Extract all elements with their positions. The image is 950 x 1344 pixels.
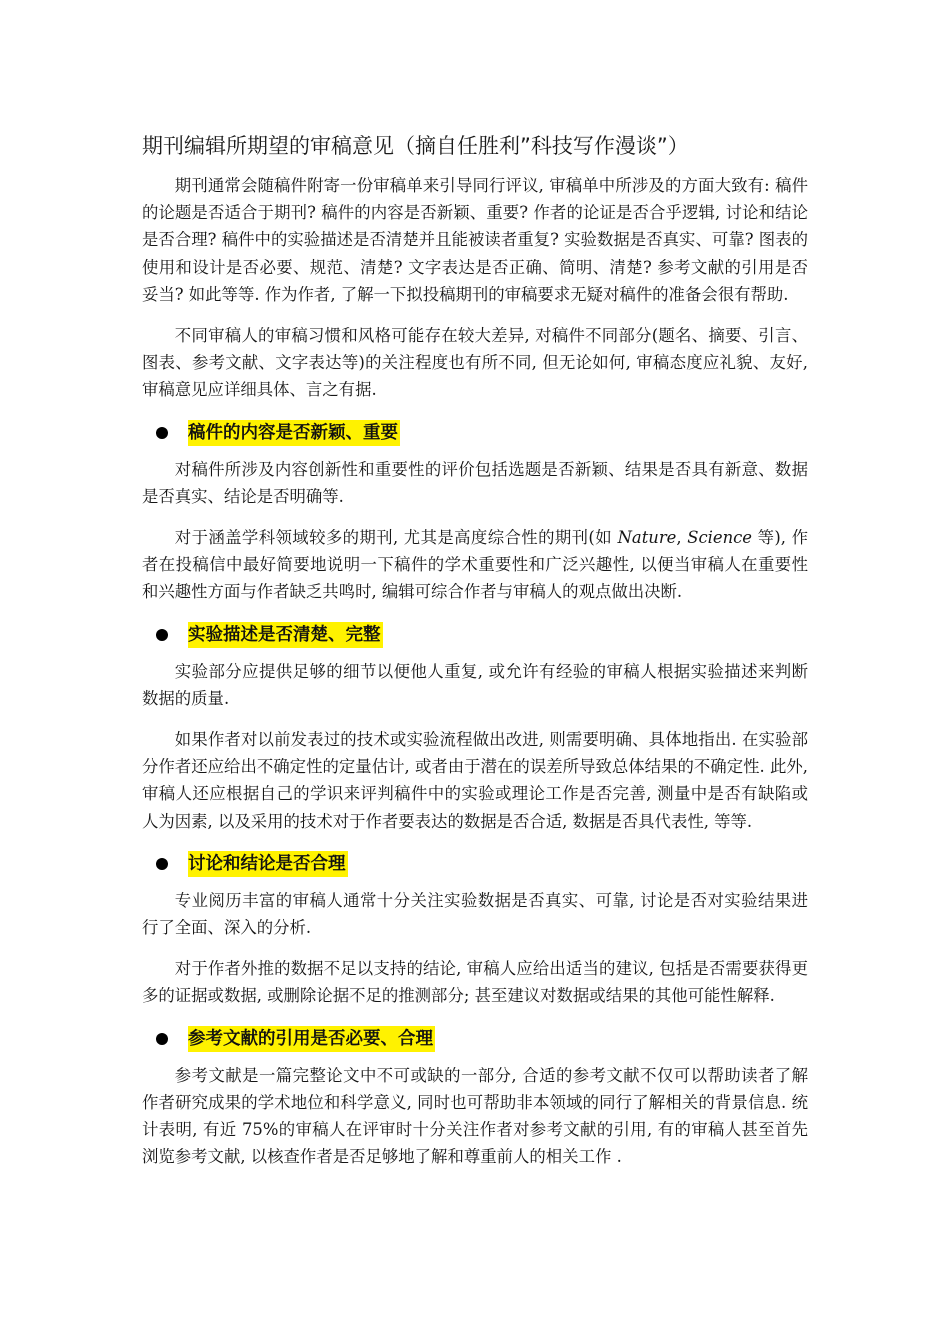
section-heading-experiment [156, 620, 808, 650]
bullet-icon [156, 427, 168, 439]
para-text: 对于涵盖学科领域较多的期刊, 尤其是高度综合性的期刊(如 [174, 528, 618, 548]
body-paragraph: 对于作者外推的数据不足以支持的结论, 审稿人应给出适当的建议, 包括是否需要获得更多的证据或数据, 或删除论据不足的推测部分; 甚至建议对数据或结果的其他可能性解释. [142, 959, 808, 1006]
body-paragraph [142, 524, 808, 606]
page-title: 期刊编辑所期望的审稿意见（摘自任胜利”科技写作漫谈”） [142, 134, 689, 158]
intro-paragraph: 不同审稿人的审稿习惯和风格可能存在较大差异, 对稿件不同部分(题名、摘要、引言、图表、参考文献、文字表达等)的关注程度也有所不同, 但无论如何, 审稿态度应礼貌、友好, 审稿意见应详细具体、言之有据. [142, 326, 808, 400]
section-heading-label: 实验描述是否清楚、完整 [188, 622, 383, 648]
journal-name: Science [687, 528, 753, 548]
document-body [142, 172, 808, 1184]
journal-name: Nature [617, 528, 677, 548]
bullet-icon [156, 629, 168, 641]
section-heading-label: 参考文献的引用是否必要、合理 [188, 1026, 435, 1052]
section-heading-references [156, 1024, 808, 1054]
section-heading-label: 稿件的内容是否新颖、重要 [188, 420, 400, 446]
body-paragraph: 专业阅历丰富的审稿人通常十分关注实验数据是否真实、可靠, 讨论是否对实验结果进行了全面、深入的分析. [142, 890, 808, 938]
intro-paragraph: 期刊通常会随稿件附寄一份审稿单来引导同行评议, 审稿单中所涉及的方面大致有: 稿件的论题是否适合于期刊? 稿件的内容是否新颖、重要? 作者的论证是否合乎逻辑, 讨论和结论是否合理? 稿件中的实验描述是否清楚并且能被读者重复? 实验数据是否真实、可靠? 图表的使用和设计是否必要、规范、清楚? 文字表达是否正确、简明、清楚? 参考文献的引用是否妥当? 如此等等. 作为作者, 了解一下拟投稿期刊的审稿要求无疑对稿件的准备会很有帮助. [142, 176, 808, 304]
para-text: 等), 作者在投稿信中最好简要地说明一下稿件的学术重要性和广泛兴趣性, 以便当审稿人在重要性和兴趣性方面与作者缺乏共鸣时, 编辑可综合作者与审稿人的观点做出决断. [142, 528, 809, 602]
body-paragraph: 实验部分应提供足够的细节以便他人重复, 或允许有经验的审稿人根据实验描述来判断数据的质量. [142, 661, 808, 708]
section-heading-label: 讨论和结论是否合理 [188, 851, 348, 877]
bullet-icon [156, 858, 168, 870]
section-heading-discussion [156, 849, 808, 879]
body-paragraph: 如果作者对以前发表过的技术或实验流程做出改进, 则需要明确、具体地指出. 在实验部分作者还应给出不确定性的定量估计, 或者由于潜在的误差所导致总体结果的不确定性. 此外, 审稿人还应根据自己的学识来评判稿件中的实验或理论工作是否完善, 测量中是否有缺陷或人为因素, 以及采用的技术对于作者要表达的数据是否合适, 数据是否具代表性, 等等. [142, 730, 808, 831]
body-paragraph: 参考文献是一篇完整论文中不可或缺的一部分, 合适的参考文献不仅可以帮助读者了解作者研究成果的学术地位和科学意义, 同时也可帮助非本领域的同行了解相关的背景信息. 统计表明, 有近 75%的审稿人在评审时十分关注作者对参考文献的引用, 有的审稿人甚至首先浏览参考文献, 以核查作者是否足够地了解和尊重前人的相关工作 . [142, 1065, 808, 1167]
bullet-icon [156, 1033, 168, 1045]
section-heading-novelty [156, 418, 808, 448]
body-paragraph: 对稿件所涉及内容创新性和重要性的评价包括选题是否新颖、结果是否具有新意、数据是否真实、结论是否明确等. [142, 459, 808, 506]
para-text: , [676, 528, 688, 548]
